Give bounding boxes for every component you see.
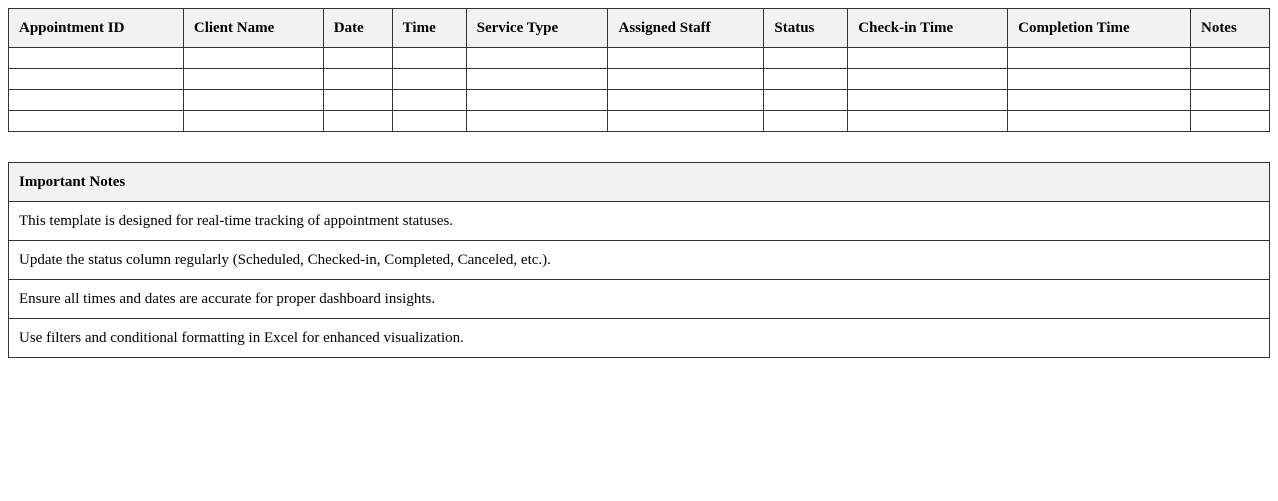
important-notes-table: [8, 162, 1270, 358]
table-cell[interactable]: [323, 69, 392, 90]
col-header-notes: Notes: [1190, 9, 1269, 48]
appointments-table: [8, 8, 1270, 132]
table-cell[interactable]: [392, 111, 466, 132]
table-cell[interactable]: [608, 69, 764, 90]
table-cell[interactable]: [9, 111, 184, 132]
table-cell[interactable]: [848, 111, 1008, 132]
table-cell[interactable]: [323, 48, 392, 69]
notes-header-row: [9, 163, 1270, 202]
table-cell[interactable]: [1008, 69, 1191, 90]
table-cell[interactable]: [764, 111, 848, 132]
table-cell[interactable]: [608, 111, 764, 132]
table-cell[interactable]: [848, 48, 1008, 69]
table-cell[interactable]: [608, 48, 764, 69]
table-cell[interactable]: [1008, 90, 1191, 111]
table-cell[interactable]: [1190, 90, 1269, 111]
table-cell[interactable]: [1190, 48, 1269, 69]
table-cell[interactable]: [183, 111, 323, 132]
col-header-assigned-staff: Assigned Staff: [608, 9, 764, 48]
col-header-status: Status: [764, 9, 848, 48]
notes-heading: Important Notes: [9, 163, 1270, 202]
table-cell[interactable]: [183, 69, 323, 90]
table-cell[interactable]: [9, 48, 184, 69]
table-cell[interactable]: [392, 69, 466, 90]
note-row: [9, 319, 1270, 358]
table-cell[interactable]: [764, 69, 848, 90]
table-cell[interactable]: [392, 48, 466, 69]
col-header-completion-time: Completion Time: [1008, 9, 1191, 48]
note-row: [9, 241, 1270, 280]
table-cell[interactable]: [1190, 69, 1269, 90]
table-cell[interactable]: [1008, 111, 1191, 132]
table-cell[interactable]: [183, 90, 323, 111]
col-header-time: Time: [392, 9, 466, 48]
table-cell[interactable]: [466, 48, 608, 69]
col-header-appointment-id: Appointment ID: [9, 9, 184, 48]
table-cell[interactable]: [323, 111, 392, 132]
table-cell[interactable]: [1190, 111, 1269, 132]
note-text: Ensure all times and dates are accurate for proper dashboard insights.: [9, 280, 1270, 319]
table-cell[interactable]: [608, 90, 764, 111]
table-cell[interactable]: [764, 48, 848, 69]
table-cell[interactable]: [466, 111, 608, 132]
note-row: [9, 202, 1270, 241]
table-cell[interactable]: [848, 90, 1008, 111]
table-cell[interactable]: [9, 90, 184, 111]
table-row: [9, 48, 1270, 69]
col-header-client-name: Client Name: [183, 9, 323, 48]
table-cell[interactable]: [323, 90, 392, 111]
table-cell[interactable]: [764, 90, 848, 111]
col-header-service-type: Service Type: [466, 9, 608, 48]
header-row: [9, 9, 1270, 48]
table-row: [9, 111, 1270, 132]
table-row: [9, 69, 1270, 90]
table-cell[interactable]: [9, 69, 184, 90]
note-text: Update the status column regularly (Scheduled, Checked-in, Completed, Canceled, etc.).: [9, 241, 1270, 280]
table-cell[interactable]: [183, 48, 323, 69]
col-header-check-in-time: Check-in Time: [848, 9, 1008, 48]
note-text: This template is designed for real-time tracking of appointment statuses.: [9, 202, 1270, 241]
table-cell[interactable]: [466, 69, 608, 90]
note-text: Use filters and conditional formatting in Excel for enhanced visualization.: [9, 319, 1270, 358]
table-cell[interactable]: [848, 69, 1008, 90]
col-header-date: Date: [323, 9, 392, 48]
table-cell[interactable]: [1008, 48, 1191, 69]
table-cell[interactable]: [392, 90, 466, 111]
table-cell[interactable]: [466, 90, 608, 111]
table-row: [9, 90, 1270, 111]
note-row: [9, 280, 1270, 319]
